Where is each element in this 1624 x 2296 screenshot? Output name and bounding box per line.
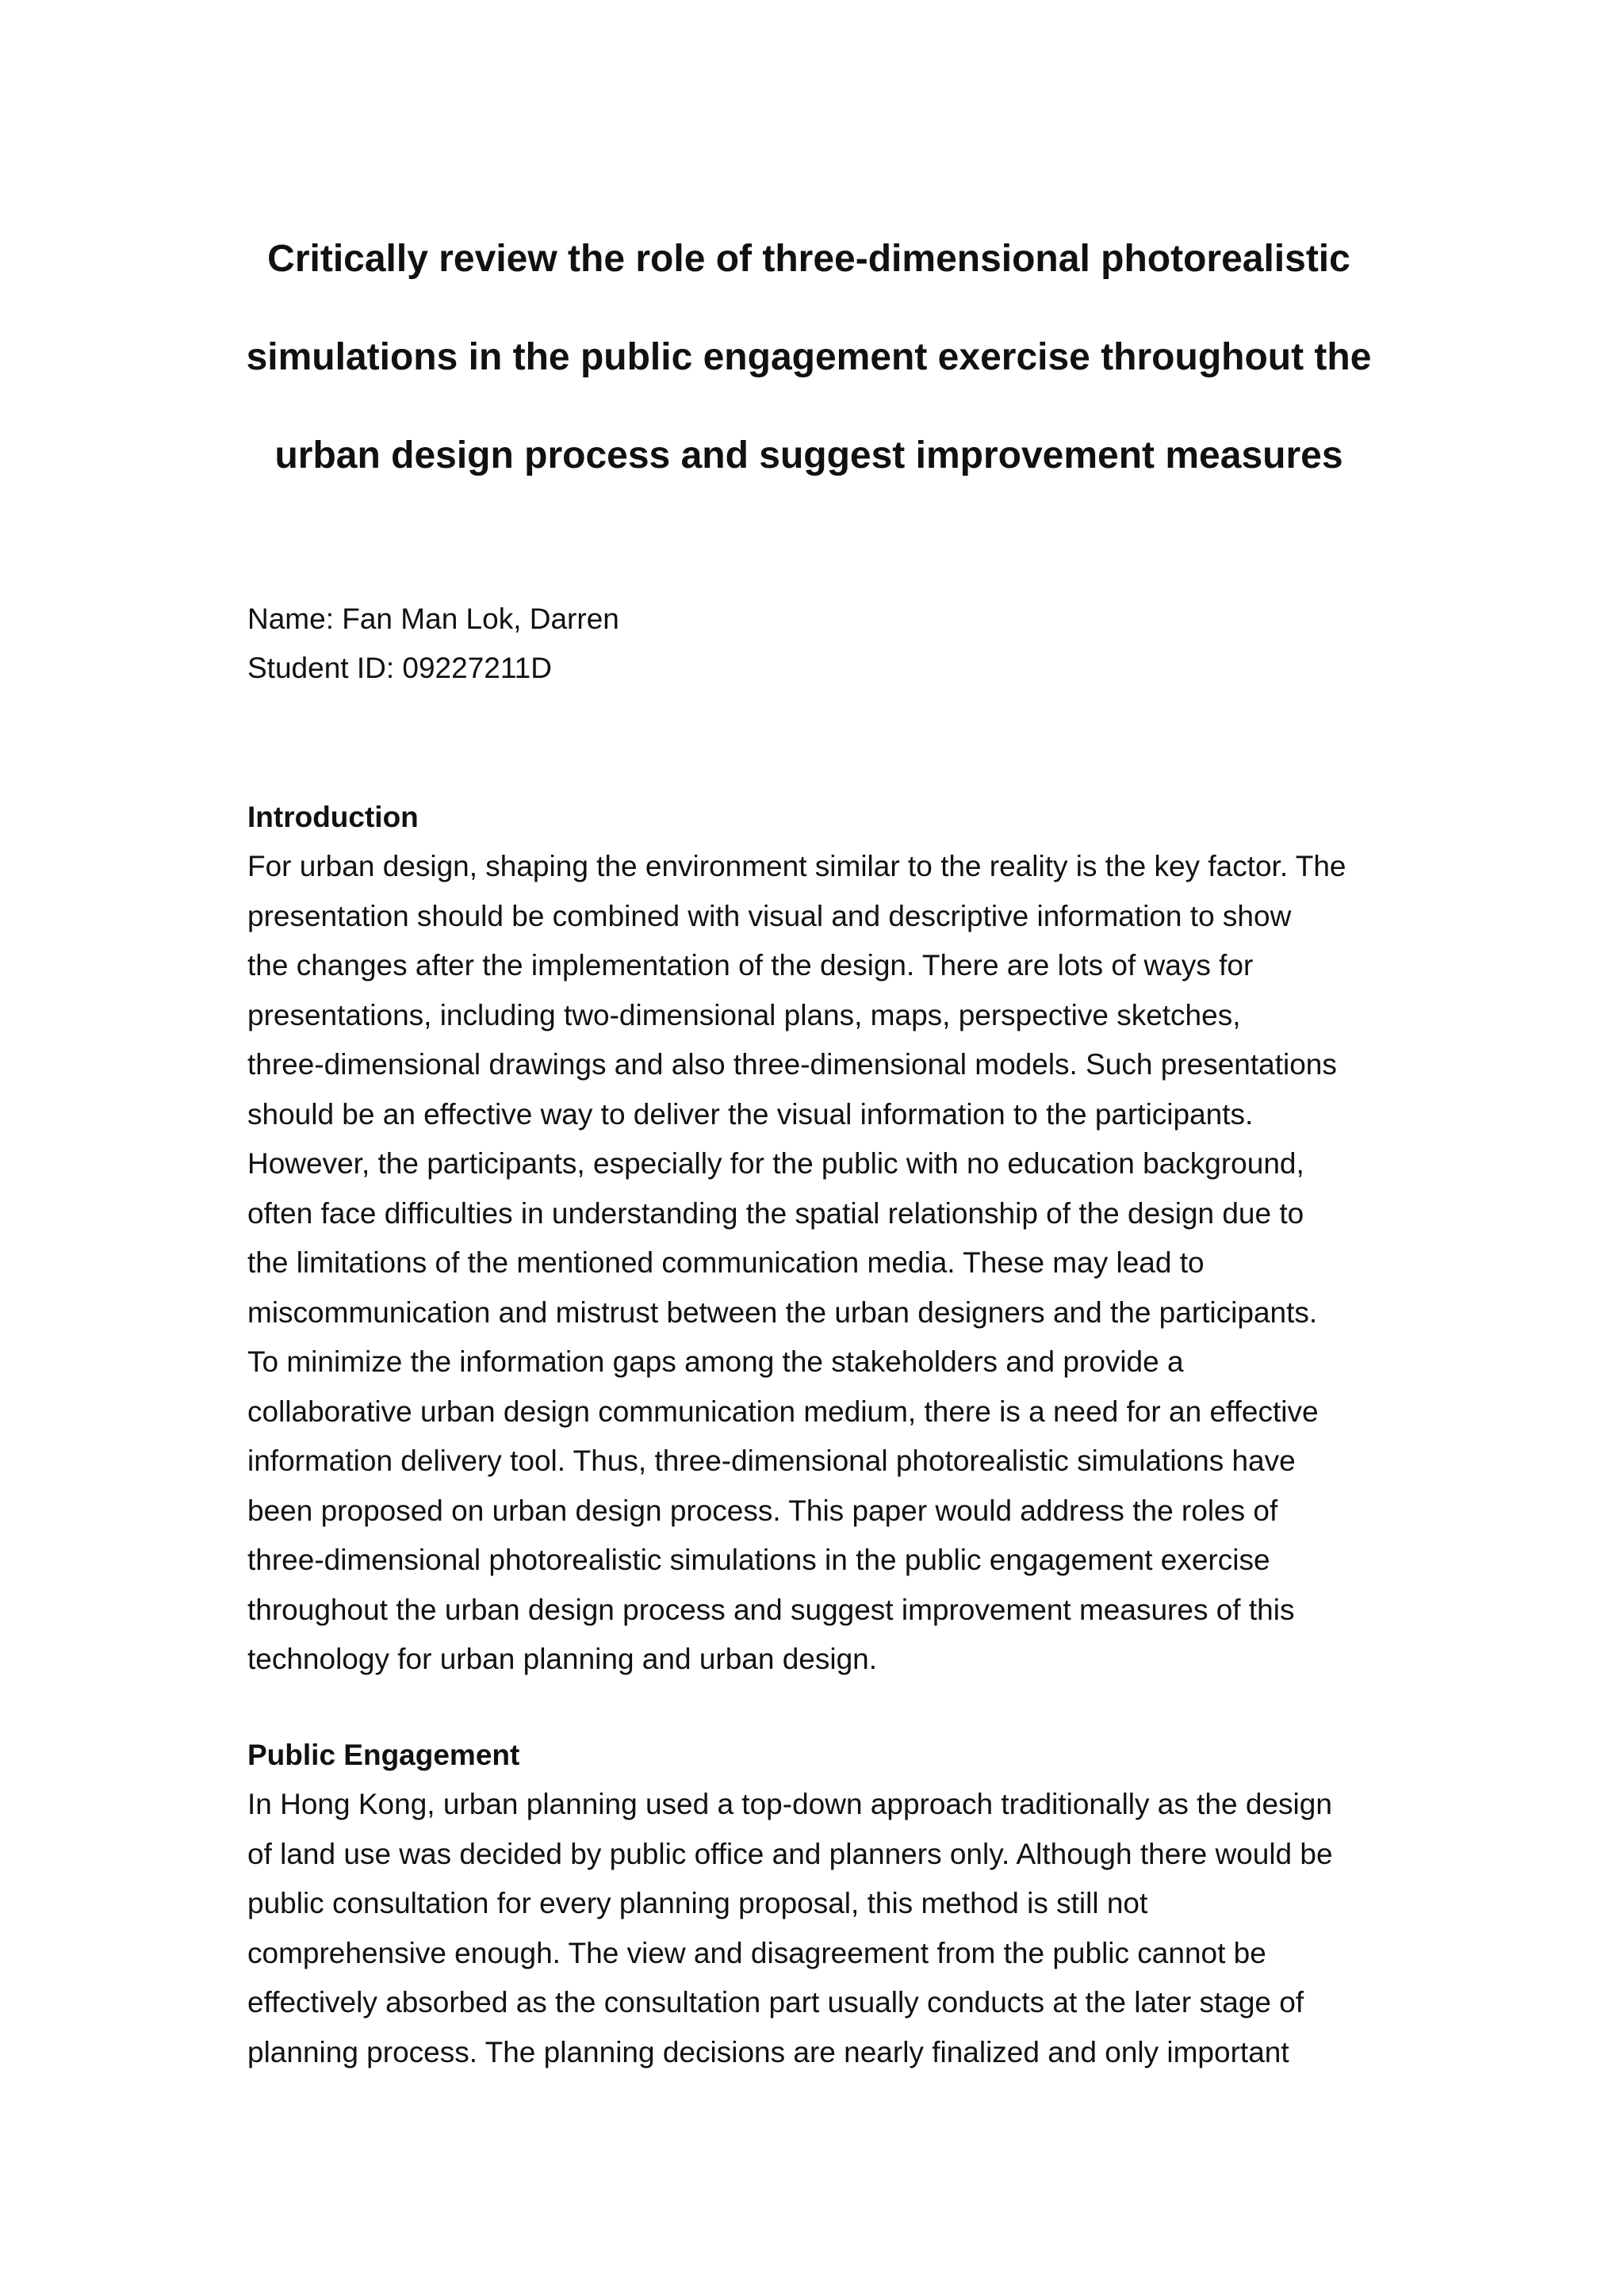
paragraph-line: In Hong Kong, urban planning used a top-down approach traditionally as the design bbox=[247, 1788, 1332, 1820]
paragraph-line: the limitations of the mentioned communication media. These may lead to bbox=[247, 1246, 1205, 1279]
section-heading: Public Engagement bbox=[247, 1739, 520, 1771]
paragraph-line: of land use was decided by public office and planners only. Although there would be bbox=[247, 1837, 1333, 1870]
paragraph-line: throughout the urban design process and suggest improvement measures of this bbox=[247, 1593, 1295, 1626]
paragraph-line: To minimize the information gaps among the stakeholders and provide a bbox=[247, 1345, 1184, 1378]
paragraph-line: the changes after the implementation of the design. There are lots of ways for bbox=[247, 949, 1254, 982]
paragraph-line: collaborative urban design communication medium, there is a need for an effective bbox=[247, 1395, 1319, 1428]
paragraph-line: public consultation for every planning proposal, this method is still not bbox=[247, 1887, 1148, 1919]
paragraph-line: effectively absorbed as the consultation part usually conducts at the later stage of bbox=[247, 1986, 1304, 2019]
section-body bbox=[247, 842, 1389, 1685]
paragraph-line: information delivery tool. Thus, three-dimensional photorealistic simulations have bbox=[247, 1445, 1296, 1477]
section-public-engagement bbox=[247, 1731, 1389, 2077]
paragraph-line: should be an effective way to deliver the visual information to the participants. bbox=[247, 1097, 1254, 1131]
paragraph-line: three-dimensional drawings and also three-dimensional models. Such presentations bbox=[247, 1048, 1337, 1081]
title-line: Critically review the role of three-dimensional photorealistic bbox=[267, 238, 1350, 280]
author-info bbox=[247, 595, 619, 693]
title-line: urban design process and suggest improvement measures bbox=[274, 434, 1343, 476]
paragraph-line: often face difficulties in understanding the spatial relationship of the design due to bbox=[247, 1196, 1304, 1230]
paragraph-line: For urban design, shaping the environment similar to the reality is the key factor. The bbox=[247, 850, 1346, 882]
section-introduction bbox=[247, 793, 1389, 1685]
paragraph-line: miscommunication and mistrust between the urban designers and the participants. bbox=[247, 1295, 1318, 1329]
paragraph-line: presentations, including two-dimensional plans, maps, perspective sketches, bbox=[247, 998, 1241, 1031]
paragraph-line: However, the participants, especially for the public with no education background, bbox=[247, 1147, 1304, 1180]
title-line: simulations in the public engagement exercise throughout the bbox=[246, 336, 1372, 378]
paragraph-line: planning process. The planning decisions are nearly finalized and only important bbox=[247, 2035, 1289, 2068]
author-name: Name: Fan Man Lok, Darren bbox=[247, 603, 619, 635]
student-id: Student ID: 09227211D bbox=[247, 652, 552, 684]
paragraph-line: been proposed on urban design process. This paper would address the roles of bbox=[247, 1494, 1278, 1527]
paragraph-line: presentation should be combined with visual and descriptive information to show bbox=[247, 899, 1292, 932]
paragraph-line: technology for urban planning and urban design. bbox=[247, 1643, 878, 1675]
section-body bbox=[247, 1780, 1389, 2077]
document-title bbox=[238, 210, 1380, 505]
paragraph-line: three-dimensional photorealistic simulations in the public engagement exercise bbox=[247, 1544, 1270, 1576]
section-heading: Introduction bbox=[247, 801, 419, 833]
paragraph-line: comprehensive enough. The view and disagreement from the public cannot be bbox=[247, 1936, 1266, 1969]
